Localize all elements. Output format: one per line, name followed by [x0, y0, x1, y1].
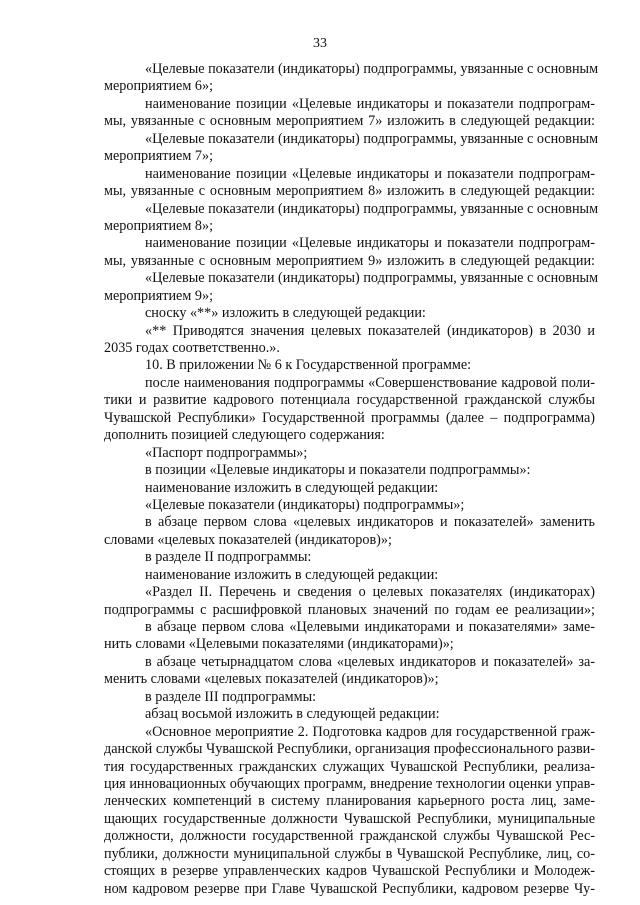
text-line: мы, увязанные с основным мероприятием 7» изложить в следующей редакции:	[104, 113, 595, 130]
document-body	[104, 61, 599, 898]
text-line: в позиции «Целевые индикаторы и показатели подпрограммы»:	[145, 462, 531, 479]
text-line: «Целевые показатели (индикаторы) подпрограммы, увязанные с основным	[145, 270, 599, 287]
text-line: «Основное мероприятие 2. Подготовка кадров для государственной граж-	[145, 723, 595, 740]
text-line: должности, должности государственной гражданской службы Чувашской Рес-	[104, 828, 595, 845]
text-line: «Целевые показатели (индикаторы) подпрограммы, увязанные с основным	[145, 200, 599, 217]
text-line: данской службы Чувашской Республики, организация профессионального разви-	[104, 741, 595, 758]
text-line: сноску «**» изложить в следующей редакции:	[145, 305, 426, 322]
text-line: мероприятием 9»;	[104, 287, 214, 304]
text-line: 10. В приложении № 6 к Государственной программе:	[145, 357, 472, 374]
text-line: словами «целевых показателей (индикаторов)»;	[104, 531, 392, 548]
text-line: мероприятием 8»;	[104, 217, 214, 234]
text-line: нить словами «Целевыми показателями (индикаторами)»;	[104, 636, 454, 653]
text-line: Чувашской Республики» Государственной программы (далее – подпрограмма)	[104, 409, 595, 426]
text-line: публики, должности муниципальной службы в Чувашской Республике, лиц, со-	[104, 845, 595, 862]
text-line: наименование позиции «Целевые индикаторы и показатели подпрограм-	[145, 235, 595, 252]
text-line: менить словами «целевых показателей (индикаторов)»;	[104, 671, 439, 688]
text-line: мы, увязанные с основным мероприятием 8» изложить в следующей редакции:	[104, 183, 595, 200]
page-number: 33	[313, 36, 327, 51]
text-line: тики и развитие кадрового потенциала государственной гражданской службы	[104, 392, 595, 409]
text-line: после наименования подпрограммы «Совершенствование кадровой поли-	[145, 374, 595, 391]
text-line: ном кадровом резерве при Главе Чувашской Республики, кадровом резерве Чу-	[104, 880, 595, 897]
text-line: в разделе III подпрограммы:	[145, 688, 317, 705]
text-line: наименование изложить в следующей редакции:	[145, 566, 439, 583]
text-line: «Раздел II. Перечень и сведения о целевых показателях (индикаторах)	[145, 584, 595, 601]
text-line: щающих государственные должности Чувашской Республики, муниципальные	[104, 810, 595, 827]
text-line: мы, увязанные с основным мероприятием 9» изложить в следующей редакции:	[104, 252, 595, 269]
text-line: 2035 годах соответственно.».	[104, 340, 280, 356]
text-line: «Целевые показатели (индикаторы) подпрограммы, увязанные с основным	[145, 61, 599, 77]
text-line: абзац восьмой изложить в следующей редакции:	[145, 706, 440, 723]
text-line: наименование позиции «Целевые индикаторы и показатели подпрограм-	[145, 165, 595, 182]
text-line: дополнить позицией следующего содержания:	[104, 427, 385, 444]
text-line: ция инновационных обучающих программ, внедрение технологии оценки управ-	[104, 775, 595, 792]
text-line: мероприятием 6»;	[104, 78, 214, 95]
text-line: наименование изложить в следующей редакции:	[145, 479, 439, 496]
text-line: в абзаце первом слова «целевых индикаторов и показателей» заменить	[145, 514, 595, 531]
text-line: наименование позиции «Целевые индикаторы и показатели подпрограм-	[145, 95, 595, 112]
text-line: в абзаце четырнадцатом слова «целевых индикаторов и показателей» за-	[145, 653, 595, 670]
text-line: ленческих компетенций в систему планирования карьерного роста лиц, заме-	[104, 793, 595, 810]
text-line: мероприятием 7»;	[104, 148, 214, 165]
text-line: в разделе II подпрограммы:	[145, 549, 312, 566]
text-line: тия государственных гражданских служащих Чувашской Республики, реализа-	[104, 758, 595, 775]
text-line: «Целевые показатели (индикаторы) подпрограммы»;	[145, 496, 465, 513]
text-line: стоящих в резерве управленческих кадров Чувашской Республики и Молодеж-	[104, 863, 595, 880]
text-line: «Паспорт подпрограммы»;	[145, 444, 308, 461]
text-line: «Целевые показатели (индикаторы) подпрограммы, увязанные с основным	[145, 130, 599, 147]
text-line: «** Приводятся значения целевых показателей (индикаторов) в 2030 и	[145, 322, 595, 339]
text-line: в абзаце первом слова «Целевыми индикаторами и показателями» заме-	[145, 619, 595, 635]
text-line: подпрограммы с расшифровкой плановых значений по годам ее реализации»;	[104, 601, 595, 618]
